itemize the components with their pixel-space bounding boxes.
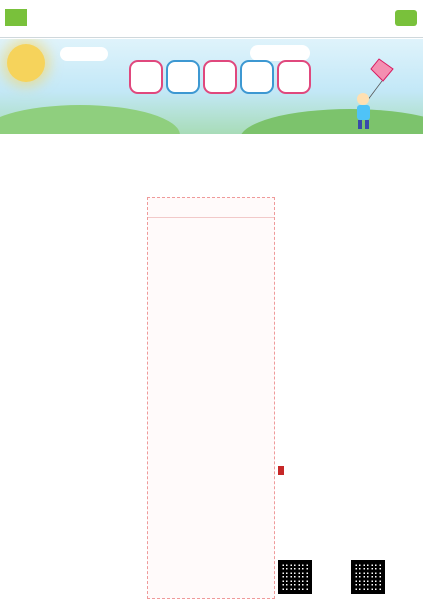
masthead-meta-line [298, 14, 390, 22]
poem-title [153, 294, 269, 305]
article-body [4, 232, 145, 372]
cloud-illustration [60, 47, 108, 61]
poem-author [153, 397, 269, 405]
headline [278, 480, 420, 497]
headline [4, 212, 145, 229]
masthead-logo [395, 10, 417, 26]
masthead-meta [298, 6, 390, 30]
qr-code-block [351, 560, 420, 604]
banner-title-char [129, 60, 163, 94]
child-kite-illustration [339, 55, 405, 130]
qr-code-icon[interactable] [351, 560, 385, 594]
poem-body [153, 497, 269, 525]
sun-illustration [7, 44, 45, 82]
poem-title [153, 478, 269, 489]
article-body [4, 415, 145, 595]
byline [120, 105, 330, 117]
qr-code-block [278, 560, 347, 604]
headline [278, 212, 420, 229]
masthead-meta-line [298, 22, 390, 30]
poem-author [153, 549, 269, 557]
poem-body [153, 313, 269, 369]
article-body [278, 232, 420, 452]
poem-author [153, 305, 269, 313]
sub-section-tag [278, 466, 284, 475]
section-tag [4, 197, 145, 211]
qr-code-caption [315, 560, 347, 594]
poem-body [153, 557, 269, 587]
poem [153, 222, 269, 290]
poem-teacher [153, 587, 269, 595]
poem-title [153, 222, 269, 233]
banner-title-char [166, 60, 200, 94]
qr-code-icon[interactable] [278, 560, 312, 594]
qr-code-row [278, 560, 420, 604]
poem-body [153, 405, 269, 461]
poem-title [153, 386, 269, 397]
article-body [278, 500, 420, 562]
poem [153, 294, 269, 382]
section-tag [4, 380, 145, 394]
qr-code-caption [388, 560, 420, 594]
poem [153, 386, 269, 474]
poem-column [147, 197, 275, 599]
poem [153, 538, 269, 596]
banner-title-char [277, 60, 311, 94]
section-tag [278, 197, 420, 211]
poem-author [153, 489, 269, 497]
masthead-meta-line [298, 6, 390, 14]
intro-text [14, 137, 411, 192]
banner [0, 39, 423, 134]
poem-body [153, 241, 269, 279]
poem-title [153, 538, 269, 549]
banner-title-char [240, 60, 274, 94]
poem-teacher [153, 279, 269, 287]
left-column [4, 197, 145, 599]
banner-title-char [203, 60, 237, 94]
right-column [278, 197, 420, 599]
article-left-top [4, 197, 145, 375]
section-title [31, 10, 281, 26]
poem-author [153, 233, 269, 241]
page-number-badge [5, 9, 27, 26]
article-right-top [278, 197, 420, 455]
poem-teacher [153, 461, 269, 469]
poem-column-heading [148, 198, 274, 218]
poem-teacher [153, 525, 269, 533]
poem-teacher [153, 369, 269, 377]
poem [153, 478, 269, 534]
article-left-bottom [4, 380, 145, 599]
masthead [0, 0, 423, 38]
article-right-bottom [278, 460, 420, 556]
banner-title [120, 57, 320, 97]
headline [4, 395, 145, 412]
